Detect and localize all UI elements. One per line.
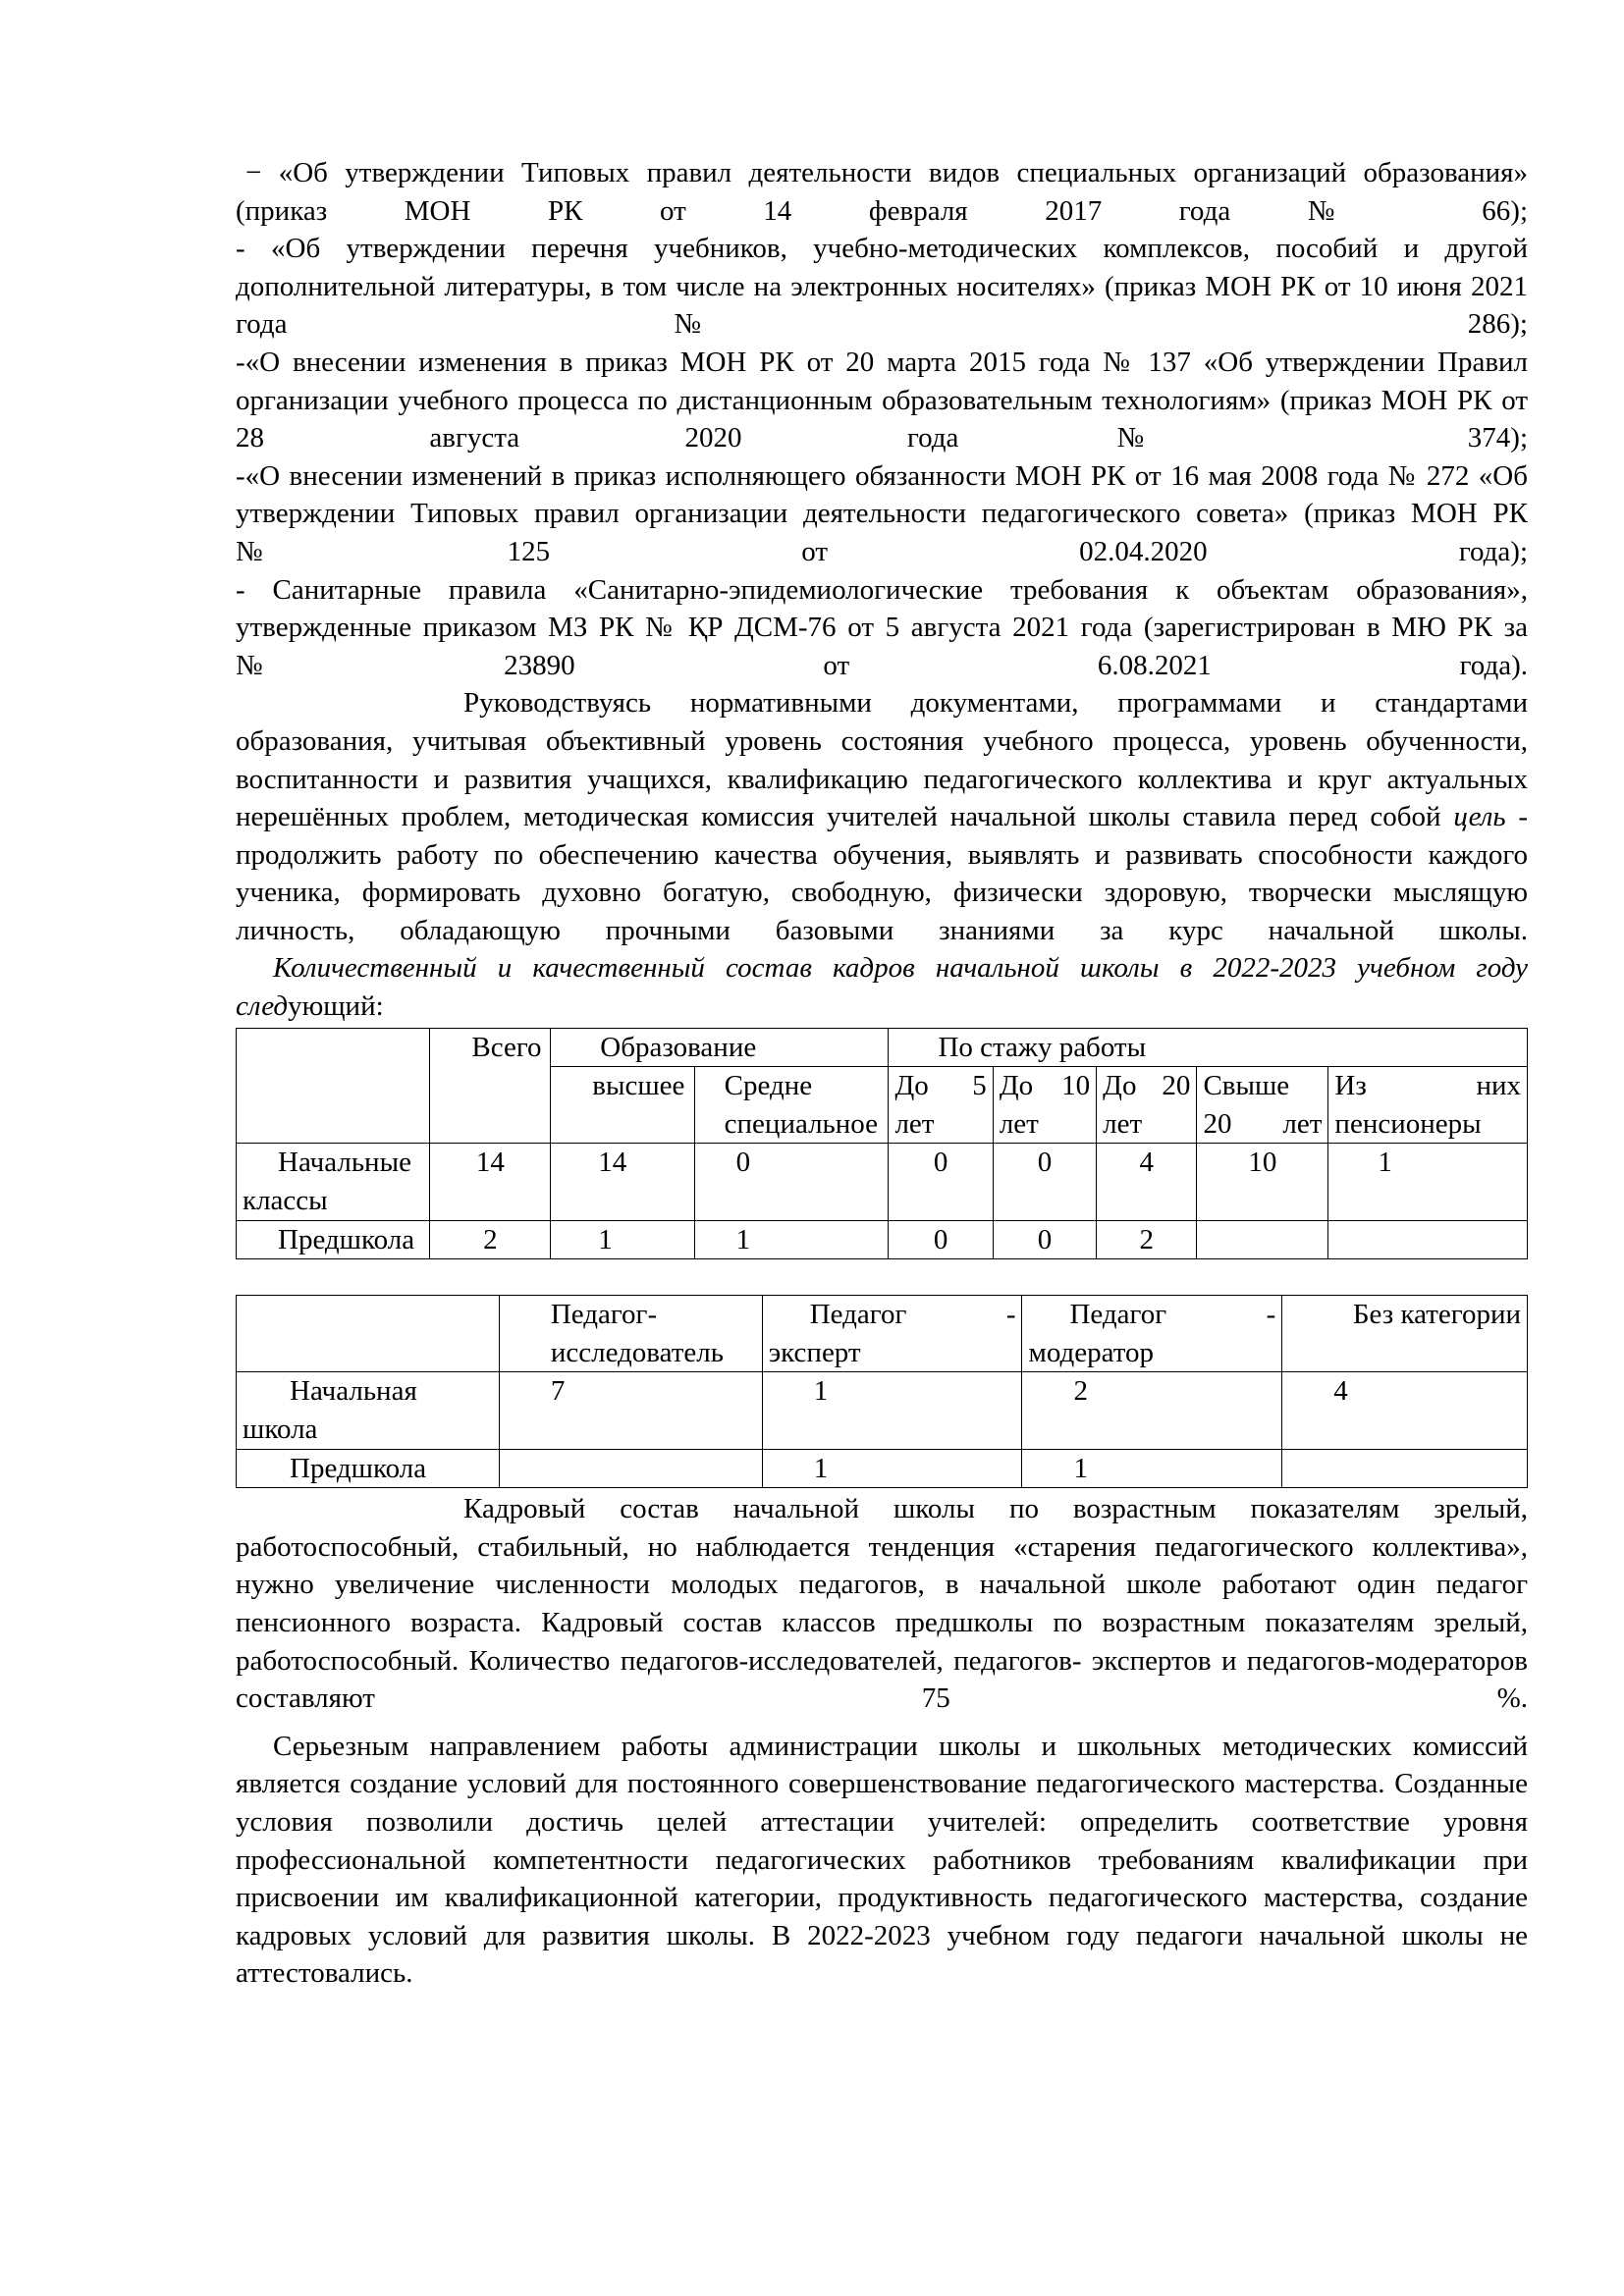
staff-cell-higher: 14: [551, 1144, 694, 1220]
category-header-empty: [237, 1296, 500, 1372]
staff-cell-lt5: 0: [889, 1220, 993, 1259]
category-cell-researcher: 7: [499, 1372, 762, 1449]
category-header-expert: Педагог - эксперт: [762, 1296, 1022, 1372]
staff-cell-secondary: 1: [694, 1220, 889, 1259]
staff-cell-pension: 1: [1328, 1144, 1528, 1220]
goal-italic-word: цель: [1453, 801, 1506, 833]
staff-row-label: Предшкола: [237, 1220, 430, 1259]
paragraph-order-66: − «Об утверждении Типовых правил деятельности видов специальных организаций образования» (приказ МОН РК от 14 февраля 2017 года № 66);: [236, 157, 1528, 227]
category-cell-none: 4: [1282, 1372, 1528, 1449]
category-cell-researcher: [499, 1449, 762, 1488]
staff-cell-pension: [1328, 1220, 1528, 1259]
staff-cell-total: 14: [430, 1144, 551, 1220]
category-cell-none: [1282, 1449, 1528, 1488]
staff-row-label: Начальные классы: [237, 1144, 430, 1220]
table-row: [237, 1144, 1528, 1220]
table-row: [237, 1372, 1528, 1449]
staff-header-education: Образование: [551, 1028, 889, 1067]
staff-cell-lt10: 0: [993, 1220, 1096, 1259]
paragraph-staff-age: Кадровый состав начальной школы по возрастным показателям зрелый, работоспособный, стабильный, но наблюдается тенденция «старения педагогического коллектива», нужно увеличение численности молодых педагогов, в начальной школе работают один педагог пенсионного возраста. Кадровый состав классов предшколы по возрастным показателям зрелый, работоспособный. Количество педагогов-исследователей, педагогов- экспертов и педагогов-модераторов составляют 75 %.: [236, 1493, 1528, 1715]
staff-header-pension: Из них пенсионеры: [1328, 1067, 1528, 1144]
staff-header-lt10: До 10 лет: [993, 1067, 1096, 1144]
staff-header-total: Всего: [430, 1028, 551, 1144]
staff-header-lt20: До 20 лет: [1097, 1067, 1197, 1144]
paragraph-order-286: - «Об утверждении перечня учебников, учебно-методических комплексов, пособий и другой дополнительной литературы, в том числе на электронных носителях» (приказ МОН РК от 10 июня 2021 года № 286);: [236, 233, 1528, 341]
paragraph-attestation: Серьезным направлением работы администрации школы и школьных методических комиссий является создание условий для постоянного совершенствование педагогического мастерства. Созданные условия позволили достичь целей аттестации учителей: определить соответствие уровня профессиональной компетентности педагогических работников требованиям квалификации при присвоении им квалификационной категории, продуктивность педагогического мастерства, создание кадровых условий для развития школы. В 2022-2023 учебном году педагоги начальной школы не аттестовались.: [236, 1730, 1528, 1990]
staff-header-gt20: Свыше 20 лет: [1197, 1067, 1328, 1144]
category-row-label: Предшкола: [237, 1449, 500, 1488]
category-header-none: Без категории: [1282, 1296, 1528, 1372]
staff-header-higher: высшее: [551, 1067, 694, 1144]
category-cell-moderator: 2: [1022, 1372, 1282, 1449]
staff-cell-lt20: 4: [1097, 1144, 1197, 1220]
staff-cell-lt10: 0: [993, 1144, 1096, 1220]
category-row-label: Начальная школа: [237, 1372, 500, 1449]
paragraph-sanitary-rules: - Санитарные правила «Санитарно-эпидемиологические требования к объектам образования», утвержденные приказом МЗ РК № ҚР ДСМ-76 от 5 августа 2021 года (зарегистрирован в МЮ РК за №23890 от 6.08.2021 года).: [236, 573, 1528, 681]
staff-header-lt5: До 5 лет: [889, 1067, 993, 1144]
category-header-researcher: Педагог-исследователь: [499, 1296, 762, 1372]
category-cell-moderator: 1: [1022, 1449, 1282, 1488]
staff-cell-gt20: [1197, 1220, 1328, 1259]
staff-header-empty: [237, 1028, 430, 1144]
paragraph-order-125: -«О внесении изменений в приказ исполняющего обязанности МОН РК от 16 мая 2008 года № 272 «Об утверждении Типовых правил организации деятельности педагогического совета» (приказ МОН РК №125 от 02.04.2020 года);: [236, 459, 1528, 567]
staff-cell-lt5: 0: [889, 1144, 993, 1220]
staff-cell-gt20: 10: [1197, 1144, 1328, 1220]
staff-cell-secondary: 0: [694, 1144, 889, 1220]
table-row: [237, 1220, 1528, 1259]
category-table: [236, 1295, 1528, 1488]
category-cell-expert: 1: [762, 1449, 1022, 1488]
paragraph-goal: Руководствуясь нормативными документами, программами и стандартами образования, учитывая объективный уровень состояния учебного процесса, уровень обученности, воспитанности и развития учащихся, квалификацию педагогического коллектива и круг актуальных нерешённых проблем, методическая комиссия учителей начальной школы ставила перед собой цель - продолжить работу по обеспечению качества обучения, выявлять и развивать способности каждого ученика, формировать духовно богатую, свободную, физически здоровую, творчески мыслящую личность, обладающую прочными базовыми знаниями за курс начальной школы.: [236, 687, 1528, 946]
category-cell-expert: 1: [762, 1372, 1022, 1449]
staff-cell-higher: 1: [551, 1220, 694, 1259]
staff-table: [236, 1028, 1528, 1260]
staff-header-secondary: Средне специальное: [694, 1067, 889, 1144]
staff-header-experience: По стажу работы: [889, 1028, 1528, 1067]
staff-cell-lt20: 2: [1097, 1220, 1197, 1259]
paragraph-order-374: -«О внесении изменения в приказ МОН РК от 20 марта 2015 года № 137 «Об утверждении Правил организации учебного процесса по дистанционным образовательным технологиям» (приказ МОН РК от 28 августа 2020 года№ 374);: [236, 346, 1528, 454]
document-body: [236, 154, 1528, 1993]
staff-cell-total: 2: [430, 1220, 551, 1259]
table-row: [237, 1449, 1528, 1488]
table-caption: Количественный и качественный состав кадров начальной школы в 2022-2023 учебном году следующий:: [236, 952, 1528, 1023]
category-header-moderator: Педагог - модератор: [1022, 1296, 1282, 1372]
